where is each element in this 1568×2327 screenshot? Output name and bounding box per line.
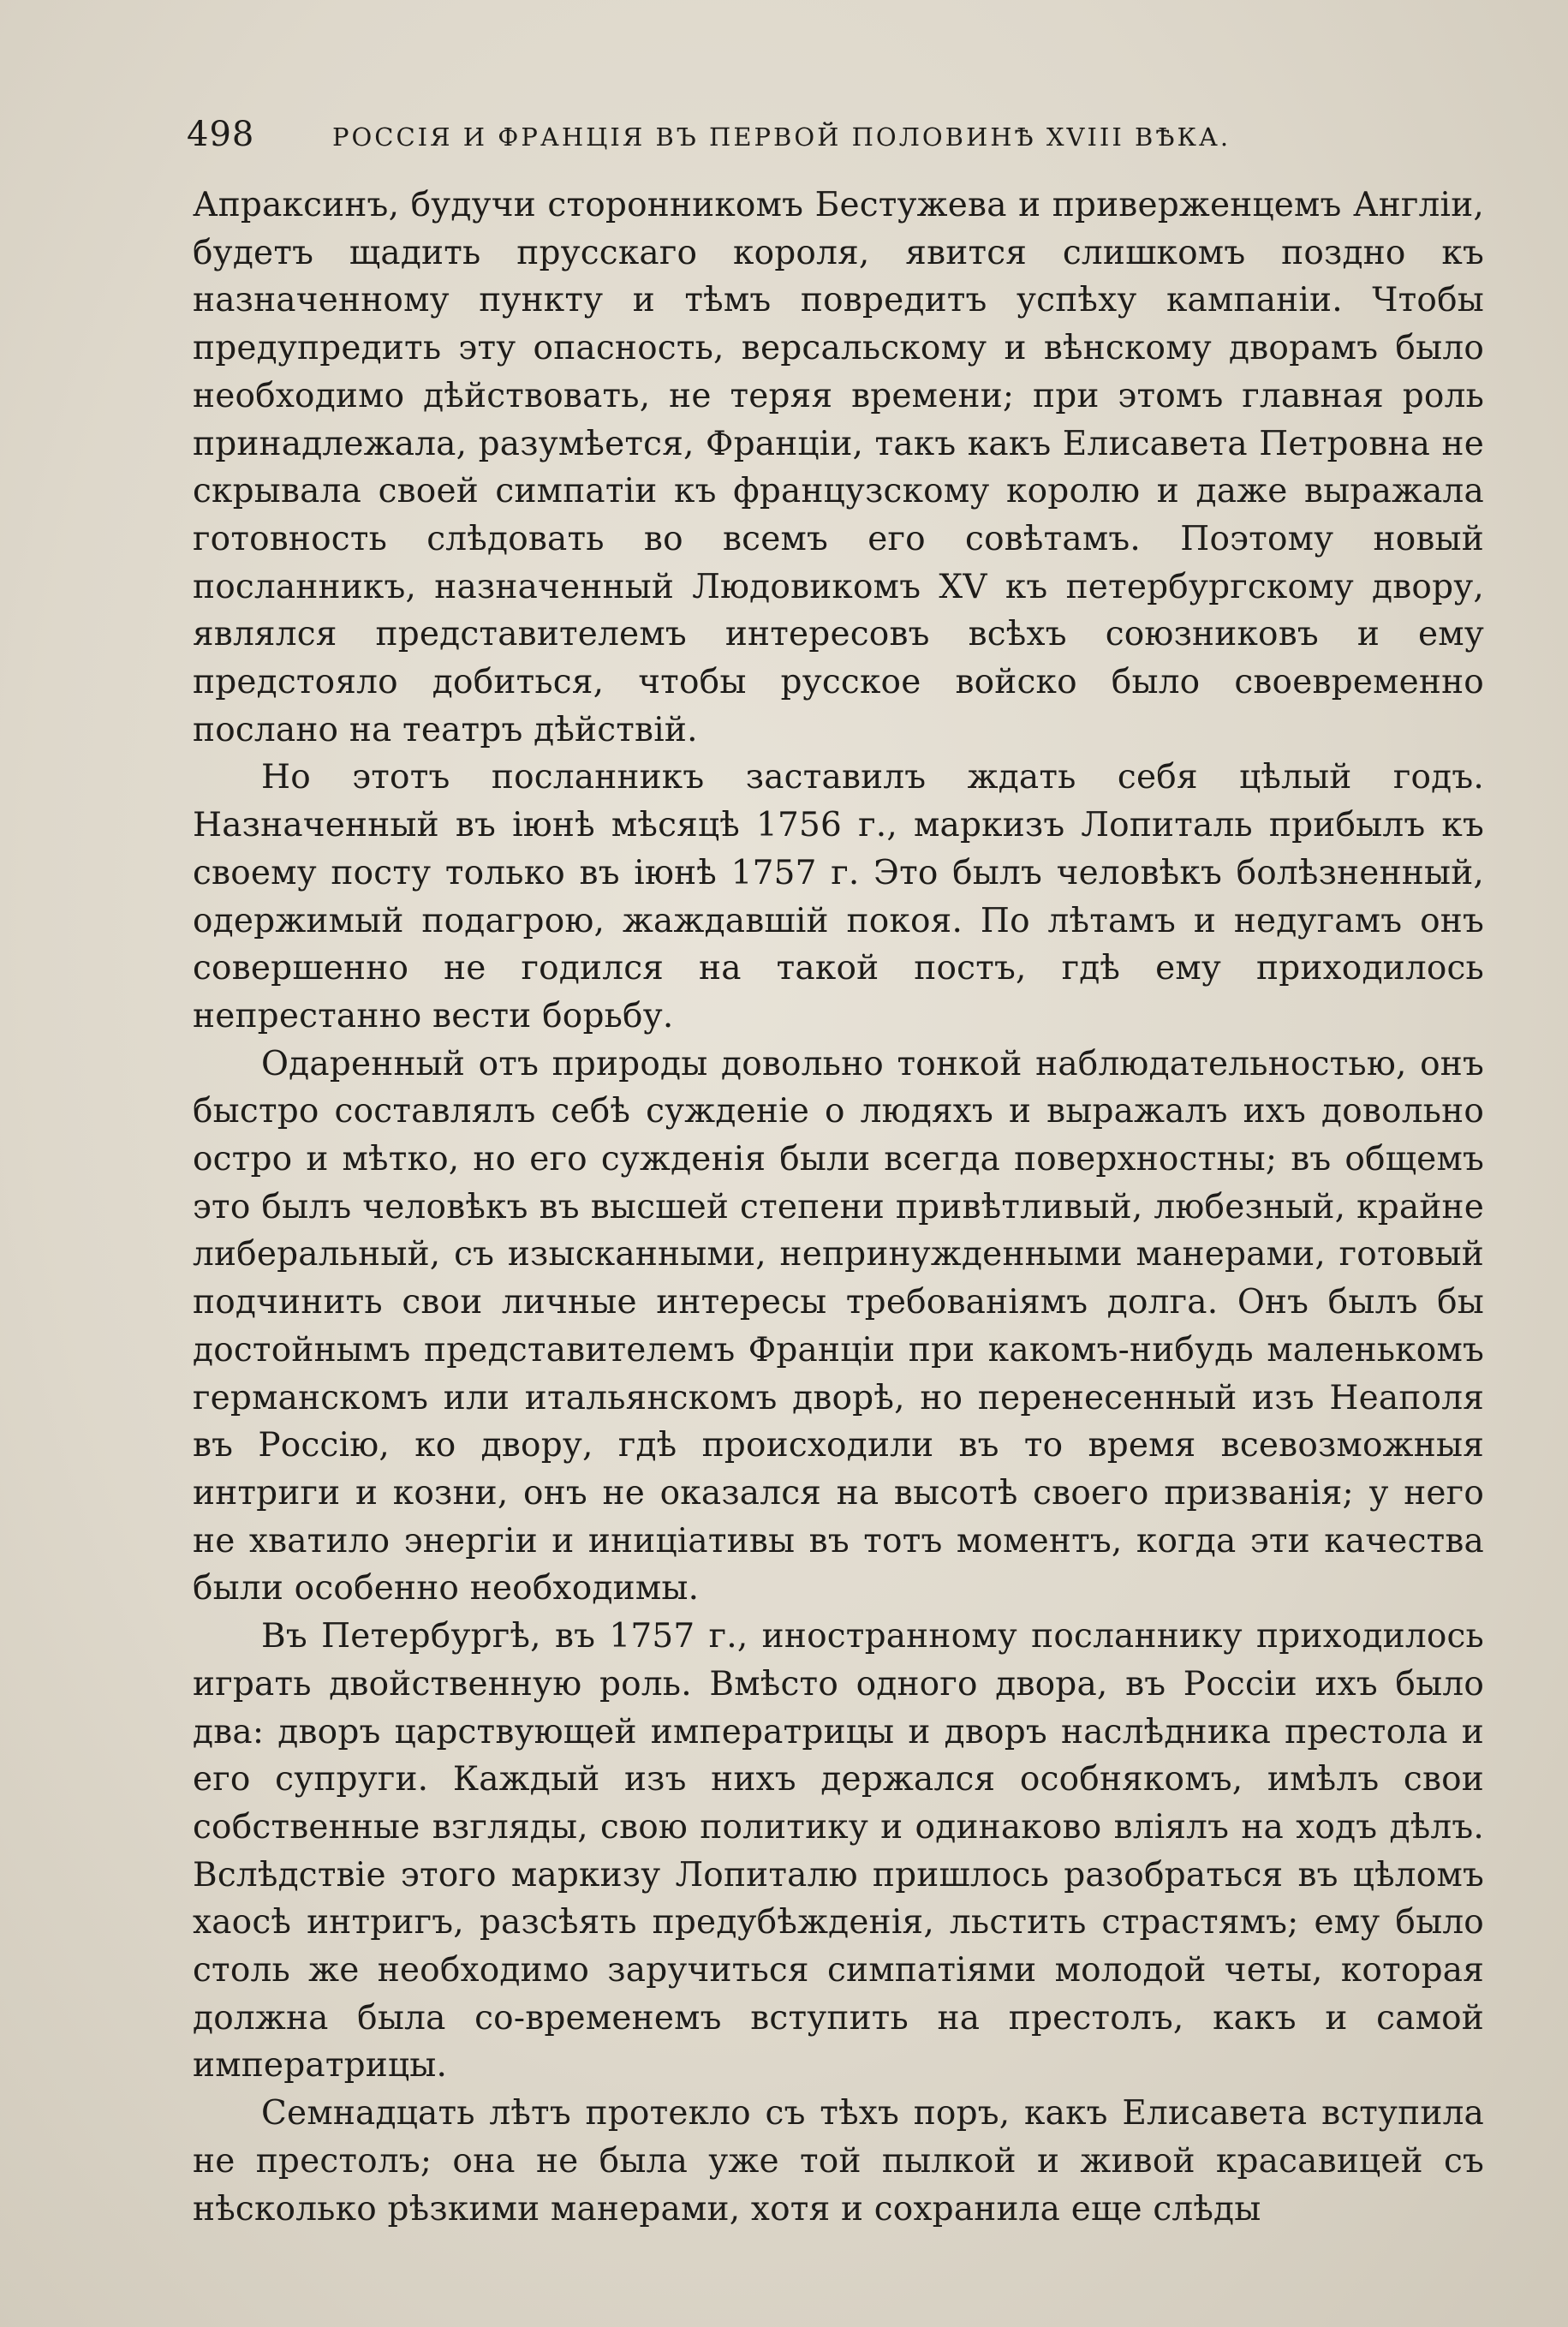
running-title: РОССІЯ И ФРАНЦІЯ ВЪ ПЕРВОЙ ПОЛОВИНѢ XVIII ВѢКА. [332,122,1231,152]
body-text [193,182,1484,2233]
paragraph-3: Одаренный отъ природы довольно тонкой наблюдательностью, онъ быстро составлялъ себѣ сужденіе о людяхъ и выражалъ ихъ довольно остро и мѣтко, но его сужденія были всегда поверхностны; въ общемъ это былъ человѣкъ въ высшей степени привѣтливый, любезный, крайне либеральный, съ изысканными, непринужденными манерами, готовый подчинить свои личные интересы требованіямъ долга. Онъ былъ бы достойнымъ представителемъ Франціи при какомъ-нибудь маленькомъ германскомъ или итальянскомъ дворѣ, но перенесенный изъ Неаполя въ Россію, ко двору, гдѣ происходили въ то время всевозможныя интриги и козни, онъ не оказался на высотѣ своего призванія; у него не хватило энергіи и иниціативы въ тотъ моментъ, когда эти качества были особенно необходимы. [193,1044,1484,1608]
page-header [187,115,1480,166]
paragraph-1: Апраксинъ, будучи сторонникомъ Бестужева и приверженцемъ Англіи, будетъ щадить прусскаго короля, явится слишкомъ поздно къ назначенному пункту и тѣмъ повредитъ успѣху кампаніи. Чтобы предупредить эту опасность, версальскому и вѣнскому дворамъ было необходимо дѣйствовать, не теряя времени; при этомъ главная роль принадлежала, разумѣется, Франціи, такъ какъ Елисавета Петровна не скрывала своей симпатіи къ французскому королю и даже выражала готовность слѣдовать во всемъ его совѣтамъ. Поэтому новый посланникъ, назначенный Людовикомъ XV къ петербургскому двору, являлся представителемъ интересовъ всѣхъ союзниковъ и ему предстояло добиться, чтобы русское войско было своевременно послано на театръ дѣйствій. [193,186,1484,749]
paragraph-4: Въ Петербургѣ, въ 1757 г., иностранному посланнику приходилось играть двойственную роль. Вмѣсто одного двора, въ Россіи ихъ было два: дворъ царствующей императрицы и дворъ наслѣдника престола и его супруги. Каждый изъ нихъ держался особнякомъ, имѣлъ свои собственные взгляды, свою политику и одинаково вліялъ на ходъ дѣлъ. Вслѣдствіе этого маркизу Лопиталю пришлось разобраться въ цѣломъ хаосѣ интригъ, разсѣять предубѣжденія, льстить страстямъ; ему было столь же необходимо заручиться симпатіями молодой четы, которая должна была со-временемъ вступить на престолъ, какъ и самой императрицы. [193,1617,1484,2085]
paragraph-5: Семнадцать лѣтъ протекло съ тѣхъ поръ, какъ Елисавета вступила не престолъ; она не была уже той пылкой и живой красавицей съ нѣсколько рѣзкими манерами, хотя и сохранила еще слѣды [193,2094,1484,2229]
page-number: 498 [187,115,255,154]
paragraph-2: Но этотъ посланникъ заставилъ ждать себя цѣлый годъ. Назначенный въ іюнѣ мѣсяцѣ 1756 г., маркизъ Лопиталь прибылъ къ своему посту только въ іюнѣ 1757 г. Это былъ человѣкъ болѣзненный, одержимый подагрою, жаждавшій покоя. По лѣтамъ и недугамъ онъ совершенно не годился на такой постъ, гдѣ ему приходилось непрестанно вести борьбу. [193,758,1484,1035]
